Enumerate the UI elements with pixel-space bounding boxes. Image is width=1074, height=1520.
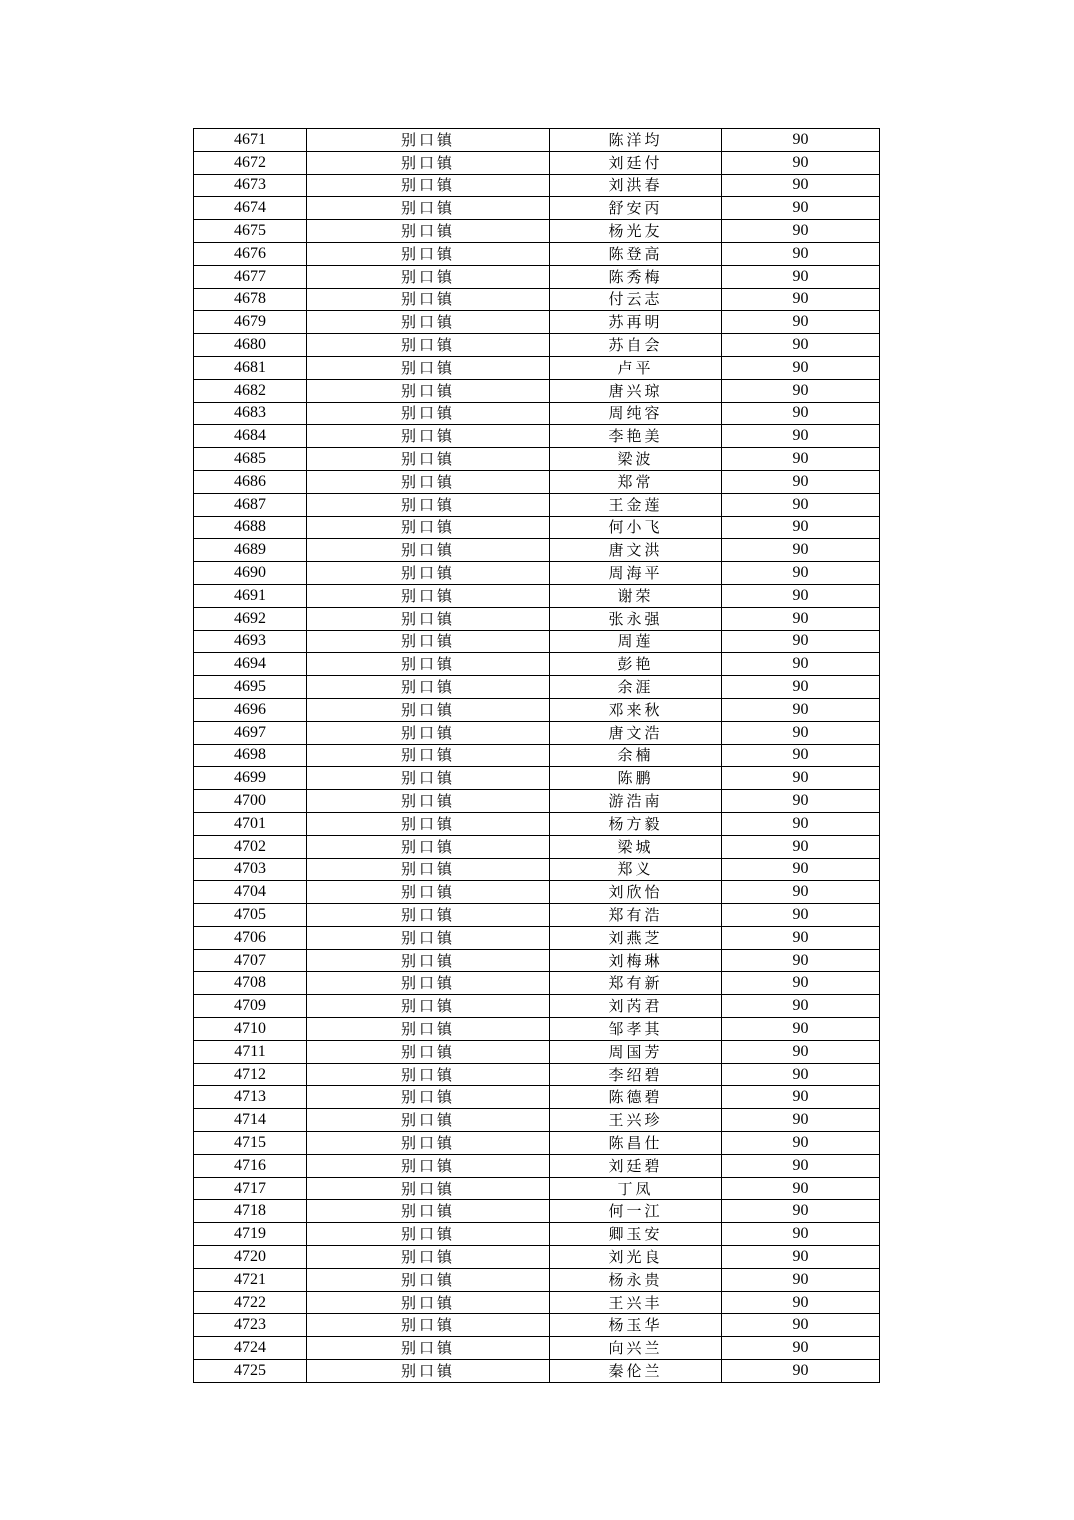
cell-town: 别口镇	[307, 265, 550, 288]
cell-name: 郑常	[550, 470, 722, 493]
cell-score: 90	[722, 721, 880, 744]
cell-score: 90	[722, 835, 880, 858]
cell-town: 别口镇	[307, 470, 550, 493]
cell-number: 4715	[194, 1132, 307, 1155]
cell-score: 90	[722, 265, 880, 288]
cell-number: 4699	[194, 767, 307, 790]
table-row	[194, 311, 880, 334]
cell-score: 90	[722, 904, 880, 927]
cell-town: 别口镇	[307, 653, 550, 676]
cell-name: 何一江	[550, 1200, 722, 1223]
cell-town: 别口镇	[307, 676, 550, 699]
cell-name: 刘廷碧	[550, 1154, 722, 1177]
cell-number: 4702	[194, 835, 307, 858]
cell-town: 别口镇	[307, 539, 550, 562]
cell-number: 4694	[194, 653, 307, 676]
cell-score: 90	[722, 949, 880, 972]
cell-number: 4705	[194, 904, 307, 927]
cell-score: 90	[722, 698, 880, 721]
cell-score: 90	[722, 356, 880, 379]
cell-score: 90	[722, 676, 880, 699]
cell-number: 4717	[194, 1177, 307, 1200]
cell-number: 4721	[194, 1268, 307, 1291]
cell-name: 郑有浩	[550, 904, 722, 927]
cell-number: 4704	[194, 881, 307, 904]
table-row	[194, 1337, 880, 1360]
cell-name: 余楠	[550, 744, 722, 767]
cell-score: 90	[722, 242, 880, 265]
cell-score: 90	[722, 448, 880, 471]
cell-name: 周国芳	[550, 1040, 722, 1063]
cell-number: 4673	[194, 174, 307, 197]
cell-number: 4681	[194, 356, 307, 379]
cell-town: 别口镇	[307, 311, 550, 334]
cell-town: 别口镇	[307, 356, 550, 379]
cell-number: 4678	[194, 288, 307, 311]
cell-score: 90	[722, 220, 880, 243]
cell-number: 4701	[194, 812, 307, 835]
cell-number: 4692	[194, 607, 307, 630]
cell-name: 陈昌仕	[550, 1132, 722, 1155]
cell-number: 4695	[194, 676, 307, 699]
cell-town: 别口镇	[307, 698, 550, 721]
cell-town: 别口镇	[307, 767, 550, 790]
cell-town: 别口镇	[307, 425, 550, 448]
cell-town: 别口镇	[307, 242, 550, 265]
table-row	[194, 151, 880, 174]
table-row	[194, 926, 880, 949]
cell-name: 陈洋均	[550, 129, 722, 152]
table-row	[194, 835, 880, 858]
cell-town: 别口镇	[307, 220, 550, 243]
cell-name: 付云志	[550, 288, 722, 311]
cell-score: 90	[722, 1268, 880, 1291]
cell-town: 别口镇	[307, 493, 550, 516]
table-row	[194, 1291, 880, 1314]
table-row	[194, 493, 880, 516]
cell-town: 别口镇	[307, 288, 550, 311]
cell-town: 别口镇	[307, 1246, 550, 1269]
table-row	[194, 767, 880, 790]
cell-name: 刘欣怡	[550, 881, 722, 904]
table-row	[194, 698, 880, 721]
cell-town: 别口镇	[307, 607, 550, 630]
cell-town: 别口镇	[307, 448, 550, 471]
cell-number: 4696	[194, 698, 307, 721]
table-row	[194, 995, 880, 1018]
cell-score: 90	[722, 425, 880, 448]
cell-name: 舒安丙	[550, 197, 722, 220]
table-row	[194, 812, 880, 835]
cell-town: 别口镇	[307, 1314, 550, 1337]
cell-number: 4719	[194, 1223, 307, 1246]
cell-number: 4716	[194, 1154, 307, 1177]
cell-name: 周莲	[550, 630, 722, 653]
cell-town: 别口镇	[307, 1200, 550, 1223]
cell-number: 4700	[194, 790, 307, 813]
cell-name: 陈鹏	[550, 767, 722, 790]
cell-score: 90	[722, 402, 880, 425]
cell-score: 90	[722, 630, 880, 653]
cell-town: 别口镇	[307, 1132, 550, 1155]
cell-number: 4672	[194, 151, 307, 174]
table-row	[194, 516, 880, 539]
cell-score: 90	[722, 334, 880, 357]
cell-score: 90	[722, 653, 880, 676]
table-row	[194, 881, 880, 904]
cell-score: 90	[722, 584, 880, 607]
cell-number: 4703	[194, 858, 307, 881]
table-row	[194, 129, 880, 152]
cell-name: 彭艳	[550, 653, 722, 676]
cell-score: 90	[722, 926, 880, 949]
cell-name: 邓来秋	[550, 698, 722, 721]
cell-town: 别口镇	[307, 904, 550, 927]
cell-town: 别口镇	[307, 1063, 550, 1086]
table-row	[194, 1360, 880, 1383]
cell-town: 别口镇	[307, 584, 550, 607]
table-row	[194, 1040, 880, 1063]
table-row	[194, 1018, 880, 1041]
table-row	[194, 676, 880, 699]
cell-name: 游浩南	[550, 790, 722, 813]
table-row	[194, 197, 880, 220]
cell-town: 别口镇	[307, 1018, 550, 1041]
table-row	[194, 288, 880, 311]
cell-name: 刘光良	[550, 1246, 722, 1269]
cell-town: 别口镇	[307, 972, 550, 995]
table-row	[194, 630, 880, 653]
table-row	[194, 1314, 880, 1337]
table-row	[194, 1200, 880, 1223]
cell-score: 90	[722, 1200, 880, 1223]
table-row	[194, 470, 880, 493]
cell-name: 郑有新	[550, 972, 722, 995]
cell-name: 丁凤	[550, 1177, 722, 1200]
cell-name: 刘燕芝	[550, 926, 722, 949]
table-row	[194, 653, 880, 676]
cell-number: 4671	[194, 129, 307, 152]
cell-number: 4710	[194, 1018, 307, 1041]
cell-town: 别口镇	[307, 1154, 550, 1177]
cell-score: 90	[722, 562, 880, 585]
table-row	[194, 562, 880, 585]
cell-name: 杨永贵	[550, 1268, 722, 1291]
cell-score: 90	[722, 1314, 880, 1337]
cell-town: 别口镇	[307, 151, 550, 174]
cell-name: 苏再明	[550, 311, 722, 334]
cell-score: 90	[722, 1132, 880, 1155]
cell-score: 90	[722, 129, 880, 152]
cell-town: 别口镇	[307, 1223, 550, 1246]
table-row	[194, 1132, 880, 1155]
cell-name: 王兴丰	[550, 1291, 722, 1314]
cell-number: 4707	[194, 949, 307, 972]
cell-number: 4687	[194, 493, 307, 516]
cell-number: 4676	[194, 242, 307, 265]
cell-town: 别口镇	[307, 402, 550, 425]
table-row	[194, 356, 880, 379]
cell-name: 刘芮君	[550, 995, 722, 1018]
cell-score: 90	[722, 1337, 880, 1360]
cell-name: 刘梅琳	[550, 949, 722, 972]
cell-score: 90	[722, 151, 880, 174]
cell-number: 4697	[194, 721, 307, 744]
cell-number: 4720	[194, 1246, 307, 1269]
table-row	[194, 539, 880, 562]
table-row	[194, 1086, 880, 1109]
cell-number: 4723	[194, 1314, 307, 1337]
cell-town: 别口镇	[307, 744, 550, 767]
cell-score: 90	[722, 197, 880, 220]
table-row	[194, 584, 880, 607]
table-body	[194, 129, 880, 1383]
table-row	[194, 1063, 880, 1086]
cell-score: 90	[722, 311, 880, 334]
cell-name: 唐文浩	[550, 721, 722, 744]
cell-number: 4713	[194, 1086, 307, 1109]
cell-score: 90	[722, 1223, 880, 1246]
table-row	[194, 448, 880, 471]
table-row	[194, 1223, 880, 1246]
cell-town: 别口镇	[307, 1360, 550, 1383]
cell-name: 谢荣	[550, 584, 722, 607]
cell-town: 别口镇	[307, 174, 550, 197]
cell-name: 梁波	[550, 448, 722, 471]
table-row	[194, 242, 880, 265]
cell-score: 90	[722, 881, 880, 904]
cell-score: 90	[722, 288, 880, 311]
cell-town: 别口镇	[307, 197, 550, 220]
table-row	[194, 1246, 880, 1269]
cell-town: 别口镇	[307, 790, 550, 813]
cell-score: 90	[722, 1154, 880, 1177]
cell-name: 秦伦兰	[550, 1360, 722, 1383]
table-row	[194, 1109, 880, 1132]
cell-number: 4682	[194, 379, 307, 402]
cell-town: 别口镇	[307, 516, 550, 539]
cell-town: 别口镇	[307, 1268, 550, 1291]
cell-score: 90	[722, 1177, 880, 1200]
table-row	[194, 858, 880, 881]
cell-number: 4691	[194, 584, 307, 607]
cell-town: 别口镇	[307, 630, 550, 653]
table-row	[194, 1177, 880, 1200]
cell-town: 别口镇	[307, 835, 550, 858]
cell-score: 90	[722, 470, 880, 493]
cell-number: 4693	[194, 630, 307, 653]
cell-town: 别口镇	[307, 129, 550, 152]
cell-score: 90	[722, 812, 880, 835]
table-row	[194, 220, 880, 243]
cell-score: 90	[722, 539, 880, 562]
cell-number: 4698	[194, 744, 307, 767]
cell-name: 卿玉安	[550, 1223, 722, 1246]
cell-score: 90	[722, 1086, 880, 1109]
cell-number: 4688	[194, 516, 307, 539]
cell-number: 4684	[194, 425, 307, 448]
cell-score: 90	[722, 790, 880, 813]
cell-name: 陈德碧	[550, 1086, 722, 1109]
table-row	[194, 949, 880, 972]
cell-score: 90	[722, 1040, 880, 1063]
cell-name: 杨光友	[550, 220, 722, 243]
table-row	[194, 265, 880, 288]
table-row	[194, 972, 880, 995]
cell-town: 别口镇	[307, 858, 550, 881]
cell-name: 何小飞	[550, 516, 722, 539]
table-row	[194, 402, 880, 425]
cell-name: 邹孝其	[550, 1018, 722, 1041]
cell-number: 4680	[194, 334, 307, 357]
table-row	[194, 744, 880, 767]
cell-score: 90	[722, 379, 880, 402]
cell-name: 李艳美	[550, 425, 722, 448]
cell-number: 4708	[194, 972, 307, 995]
cell-number: 4677	[194, 265, 307, 288]
cell-number: 4706	[194, 926, 307, 949]
cell-name: 杨玉华	[550, 1314, 722, 1337]
cell-score: 90	[722, 767, 880, 790]
table-row	[194, 790, 880, 813]
cell-name: 苏自会	[550, 334, 722, 357]
cell-score: 90	[722, 1018, 880, 1041]
cell-score: 90	[722, 1063, 880, 1086]
table-row	[194, 721, 880, 744]
cell-town: 别口镇	[307, 1177, 550, 1200]
table-row	[194, 904, 880, 927]
cell-name: 张永强	[550, 607, 722, 630]
cell-number: 4712	[194, 1063, 307, 1086]
cell-number: 4690	[194, 562, 307, 585]
cell-town: 别口镇	[307, 995, 550, 1018]
cell-score: 90	[722, 1291, 880, 1314]
cell-score: 90	[722, 858, 880, 881]
cell-town: 别口镇	[307, 1086, 550, 1109]
cell-score: 90	[722, 1360, 880, 1383]
cell-number: 4689	[194, 539, 307, 562]
table-row	[194, 1268, 880, 1291]
cell-name: 余涯	[550, 676, 722, 699]
cell-name: 周海平	[550, 562, 722, 585]
cell-score: 90	[722, 493, 880, 516]
cell-number: 4674	[194, 197, 307, 220]
cell-number: 4725	[194, 1360, 307, 1383]
cell-town: 别口镇	[307, 949, 550, 972]
cell-town: 别口镇	[307, 562, 550, 585]
cell-name: 卢平	[550, 356, 722, 379]
cell-number: 4686	[194, 470, 307, 493]
cell-name: 陈秀梅	[550, 265, 722, 288]
cell-number: 4722	[194, 1291, 307, 1314]
cell-name: 王金莲	[550, 493, 722, 516]
table-row	[194, 607, 880, 630]
cell-number: 4709	[194, 995, 307, 1018]
cell-name: 王兴珍	[550, 1109, 722, 1132]
data-table	[193, 128, 880, 1383]
cell-name: 唐文洪	[550, 539, 722, 562]
table-row	[194, 425, 880, 448]
cell-town: 别口镇	[307, 1291, 550, 1314]
cell-name: 刘廷付	[550, 151, 722, 174]
cell-town: 别口镇	[307, 1109, 550, 1132]
cell-number: 4683	[194, 402, 307, 425]
cell-name: 梁城	[550, 835, 722, 858]
cell-score: 90	[722, 1109, 880, 1132]
table-row	[194, 1154, 880, 1177]
table-row	[194, 379, 880, 402]
cell-name: 刘洪春	[550, 174, 722, 197]
cell-town: 别口镇	[307, 881, 550, 904]
table-row	[194, 334, 880, 357]
cell-town: 别口镇	[307, 1040, 550, 1063]
cell-name: 周纯容	[550, 402, 722, 425]
cell-number: 4711	[194, 1040, 307, 1063]
cell-number: 4675	[194, 220, 307, 243]
cell-town: 别口镇	[307, 721, 550, 744]
cell-score: 90	[722, 1246, 880, 1269]
cell-town: 别口镇	[307, 812, 550, 835]
cell-score: 90	[722, 516, 880, 539]
table-row	[194, 174, 880, 197]
cell-number: 4679	[194, 311, 307, 334]
cell-score: 90	[722, 995, 880, 1018]
cell-number: 4724	[194, 1337, 307, 1360]
cell-name: 唐兴琼	[550, 379, 722, 402]
cell-town: 别口镇	[307, 379, 550, 402]
cell-number: 4718	[194, 1200, 307, 1223]
cell-name: 陈登高	[550, 242, 722, 265]
cell-town: 别口镇	[307, 1337, 550, 1360]
cell-town: 别口镇	[307, 926, 550, 949]
cell-score: 90	[722, 744, 880, 767]
cell-name: 杨方毅	[550, 812, 722, 835]
cell-town: 别口镇	[307, 334, 550, 357]
cell-name: 李绍碧	[550, 1063, 722, 1086]
cell-name: 向兴兰	[550, 1337, 722, 1360]
cell-score: 90	[722, 174, 880, 197]
cell-name: 郑义	[550, 858, 722, 881]
cell-score: 90	[722, 972, 880, 995]
cell-score: 90	[722, 607, 880, 630]
cell-number: 4685	[194, 448, 307, 471]
cell-number: 4714	[194, 1109, 307, 1132]
